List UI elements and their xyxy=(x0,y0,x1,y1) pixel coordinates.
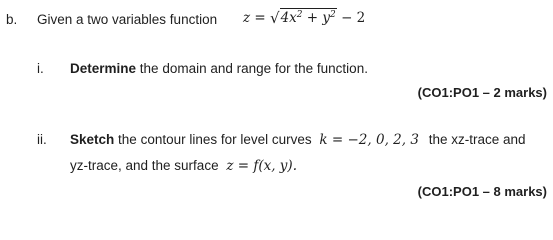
function-tail: − 2 xyxy=(341,10,366,26)
part-i-label: i. xyxy=(37,61,44,76)
part-ii-line2-text: yz-trace, and the surface xyxy=(70,158,219,173)
part-i-body: the domain and range for the function. xyxy=(139,61,368,76)
surface-formula: z = f(x, y). xyxy=(226,158,297,174)
part-ii-keyword: Sketch xyxy=(70,132,115,147)
function-lhs: z = xyxy=(243,10,266,26)
part-ii-text-a: the contour lines for level curves xyxy=(118,132,312,147)
radicand: $4x^2 + y^2$ xyxy=(280,10,336,26)
part-i-text xyxy=(70,62,368,76)
part-ii-line1 xyxy=(70,133,526,148)
question-intro: Given a two variables function xyxy=(37,12,218,27)
level-values: k = −2, 0, 2, 3 xyxy=(319,132,419,148)
part-ii-line2 xyxy=(70,159,297,174)
part-i-marks: (CO1:PO1 – 2 marks) xyxy=(417,85,547,100)
sqrt-expression xyxy=(270,10,337,26)
question-label: b. xyxy=(6,12,18,27)
function-formula xyxy=(243,10,365,26)
part-i-keyword: Determine xyxy=(70,61,137,76)
part-ii-label: ii. xyxy=(37,132,47,147)
sqrt-symbol: √ xyxy=(270,9,280,27)
part-ii-marks: (CO1:PO1 – 8 marks) xyxy=(417,184,547,199)
part-ii-text-b: the xz-trace and xyxy=(428,132,526,147)
